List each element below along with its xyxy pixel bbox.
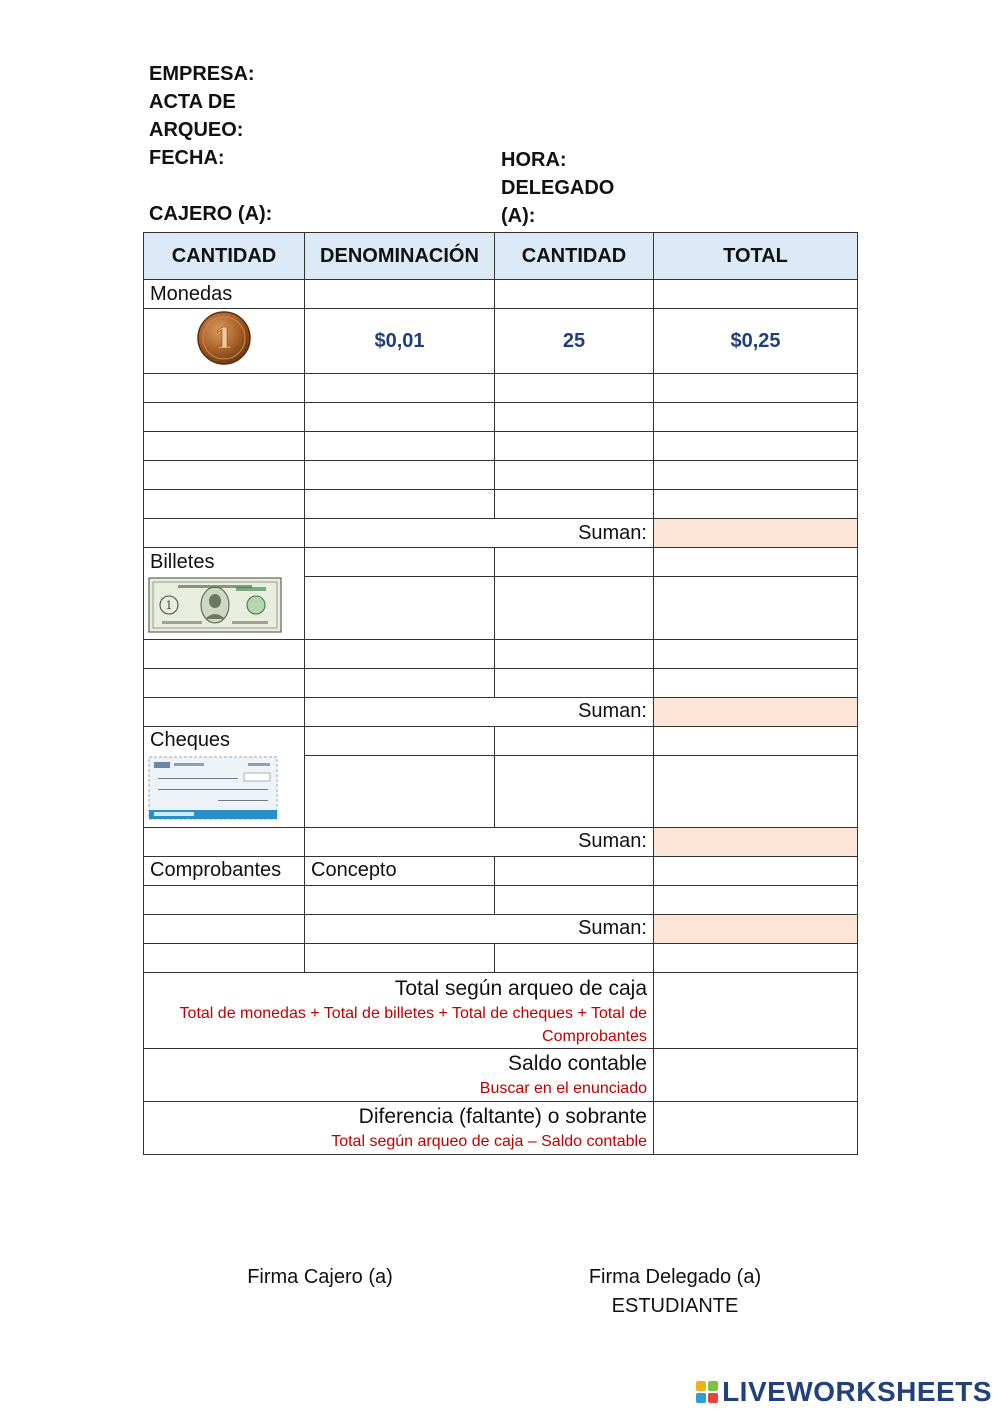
input-cell[interactable] [144,432,305,461]
input-cell[interactable] [495,548,654,577]
input-cell[interactable] [305,374,495,403]
concepto-label: Concepto [305,856,495,885]
input-cell[interactable] [305,403,495,432]
cheque-icon [148,756,278,820]
signature-delegado-label: Firma Delegado (a) [588,1266,762,1288]
acta-label-line2: ARQUEO: [149,119,244,141]
table-row [144,755,858,827]
bill-glyph: 1 [165,598,173,612]
coin-image-cell [144,309,305,374]
table-row [144,432,858,461]
total-arqueo-cell [144,972,654,1048]
suman-label: Suman: [305,827,654,856]
input-cell[interactable] [144,885,305,914]
billetes-label: Billetes [144,548,305,577]
input-cell[interactable] [144,519,305,548]
input-cell[interactable] [654,639,858,668]
total-arqueo-hint: Total de monedas + Total de billetes + Total de cheques + Total de Comprobantes [179,1004,647,1045]
diferencia-cell [144,1101,654,1154]
suman-label: Suman: [305,914,654,943]
monedas-label: Monedas [144,280,305,309]
input-cell[interactable] [495,943,654,972]
suman-label: Suman: [305,519,654,548]
input-cell[interactable] [305,755,495,827]
col-total-header: TOTAL [654,233,858,280]
col-denominacion-header: DENOMINACIÓN [305,233,495,280]
input-cell[interactable] [305,280,495,309]
input-cell[interactable] [495,726,654,755]
input-cell[interactable] [654,885,858,914]
input-cell[interactable] [495,577,654,640]
input-cell[interactable] [144,639,305,668]
dollar-bill-icon [148,577,282,633]
table-row [144,490,858,519]
total-arqueo-input[interactable] [654,972,858,1048]
bill-image-cell [144,577,305,640]
saldo-contable-hint: Buscar en el enunciado [479,1080,647,1097]
saldo-contable-cell [144,1048,654,1101]
header-left [149,60,272,228]
input-cell[interactable] [654,403,858,432]
input-cell[interactable] [305,726,495,755]
input-cell[interactable] [495,432,654,461]
input-cell[interactable] [495,856,654,885]
input-cell[interactable] [144,403,305,432]
billetes-suman-row [144,697,858,726]
col-cantidad2-header: CANTIDAD [495,233,654,280]
input-cell[interactable] [654,856,858,885]
input-cell[interactable] [144,827,305,856]
input-cell[interactable] [495,490,654,519]
liveworksheets-logo-icon [696,1381,718,1403]
input-cell[interactable] [654,668,858,697]
input-cell[interactable] [495,461,654,490]
cheques-label: Cheques [144,726,305,755]
input-cell[interactable] [495,374,654,403]
input-cell[interactable] [495,639,654,668]
brand-text: LIVEWORKSHEETS [722,1376,992,1407]
table-row [144,668,858,697]
signature-estudiante-label: ESTUDIANTE [611,1295,739,1317]
input-cell[interactable] [144,461,305,490]
input-cell[interactable] [305,668,495,697]
logo-square-i [708,1381,718,1391]
input-cell[interactable] [305,639,495,668]
input-cell[interactable] [144,943,305,972]
table-row [144,461,858,490]
input-cell[interactable] [654,726,858,755]
input-cell[interactable] [654,548,858,577]
logo-square-v [696,1393,706,1403]
empresa-label: EMPRESA: [149,63,255,85]
input-cell[interactable] [305,885,495,914]
saldo-contable-row [144,1048,858,1101]
arqueo-table [143,232,858,1155]
suman-label: Suman: [305,697,654,726]
cheque-image-cell [144,755,305,827]
saldo-contable-title: Saldo contable [508,1052,647,1075]
delegado-label-line1: DELEGADO [501,177,615,199]
input-cell[interactable] [305,943,495,972]
monedas-suman-row [144,519,858,548]
col-cantidad-header: CANTIDAD [144,233,305,280]
coin-icon [195,309,253,367]
acta-label-line1: ACTA DE [149,91,236,113]
cheques-suman-input[interactable] [654,827,858,856]
input-cell[interactable] [654,943,858,972]
input-cell[interactable] [654,461,858,490]
table-row [144,726,858,755]
input-cell[interactable] [144,490,305,519]
input-cell[interactable] [654,374,858,403]
example-denominacion: $0,01 [305,309,495,374]
input-cell[interactable] [654,280,858,309]
cajero-label: CAJERO (A): [149,203,273,225]
signature-delegado [555,1263,795,1321]
table-row [144,309,858,374]
comprobantes-suman-row [144,914,858,943]
table-row [144,639,858,668]
logo-square-e [708,1393,718,1403]
input-cell[interactable] [305,432,495,461]
hora-label: HORA: [501,149,567,171]
table-row [144,577,858,640]
total-arqueo-row [144,972,858,1048]
diferencia-title: Diferencia (faltante) o sobrante [358,1105,647,1128]
billetes-suman-input[interactable] [654,697,858,726]
table-header-row [144,233,858,280]
table-row [144,280,858,309]
header-right [501,146,614,230]
saldo-contable-input[interactable] [654,1048,858,1101]
fecha-label: FECHA: [149,147,225,169]
input-cell[interactable] [495,668,654,697]
input-cell[interactable] [654,432,858,461]
table-row [144,374,858,403]
diferencia-row [144,1101,858,1154]
table-row [144,548,858,577]
logo-square-l [696,1381,706,1391]
input-cell[interactable] [305,548,495,577]
comprobantes-label: Comprobantes [144,856,305,885]
diferencia-input[interactable] [654,1101,858,1154]
coin-glyph: 1 [214,322,234,355]
signature-cajero [200,1263,440,1292]
input-cell[interactable] [305,461,495,490]
input-cell[interactable] [495,755,654,827]
input-cell[interactable] [305,577,495,640]
input-cell[interactable] [654,755,858,827]
input-cell[interactable] [305,490,495,519]
input-cell[interactable] [144,668,305,697]
example-total: $0,25 [654,309,858,374]
monedas-suman-input[interactable] [654,519,858,548]
input-cell[interactable] [495,885,654,914]
input-cell[interactable] [144,697,305,726]
input-cell[interactable] [495,403,654,432]
diferencia-hint: Total según arqueo de caja – Saldo contable [331,1133,647,1150]
input-cell[interactable] [144,374,305,403]
cheques-suman-row [144,827,858,856]
comprobantes-suman-input[interactable] [654,914,858,943]
table-row [144,856,858,885]
liveworksheets-brand [696,1376,992,1408]
input-cell[interactable] [654,490,858,519]
example-cantidad: 25 [495,309,654,374]
table-row [144,943,858,972]
input-cell[interactable] [495,280,654,309]
input-cell[interactable] [144,914,305,943]
delegado-label-line2: (A): [501,205,536,227]
table-row [144,403,858,432]
total-arqueo-title: Total según arqueo de caja [394,976,647,1000]
input-cell[interactable] [654,577,858,640]
table-row [144,885,858,914]
signature-cajero-label: Firma Cajero (a) [247,1266,393,1288]
